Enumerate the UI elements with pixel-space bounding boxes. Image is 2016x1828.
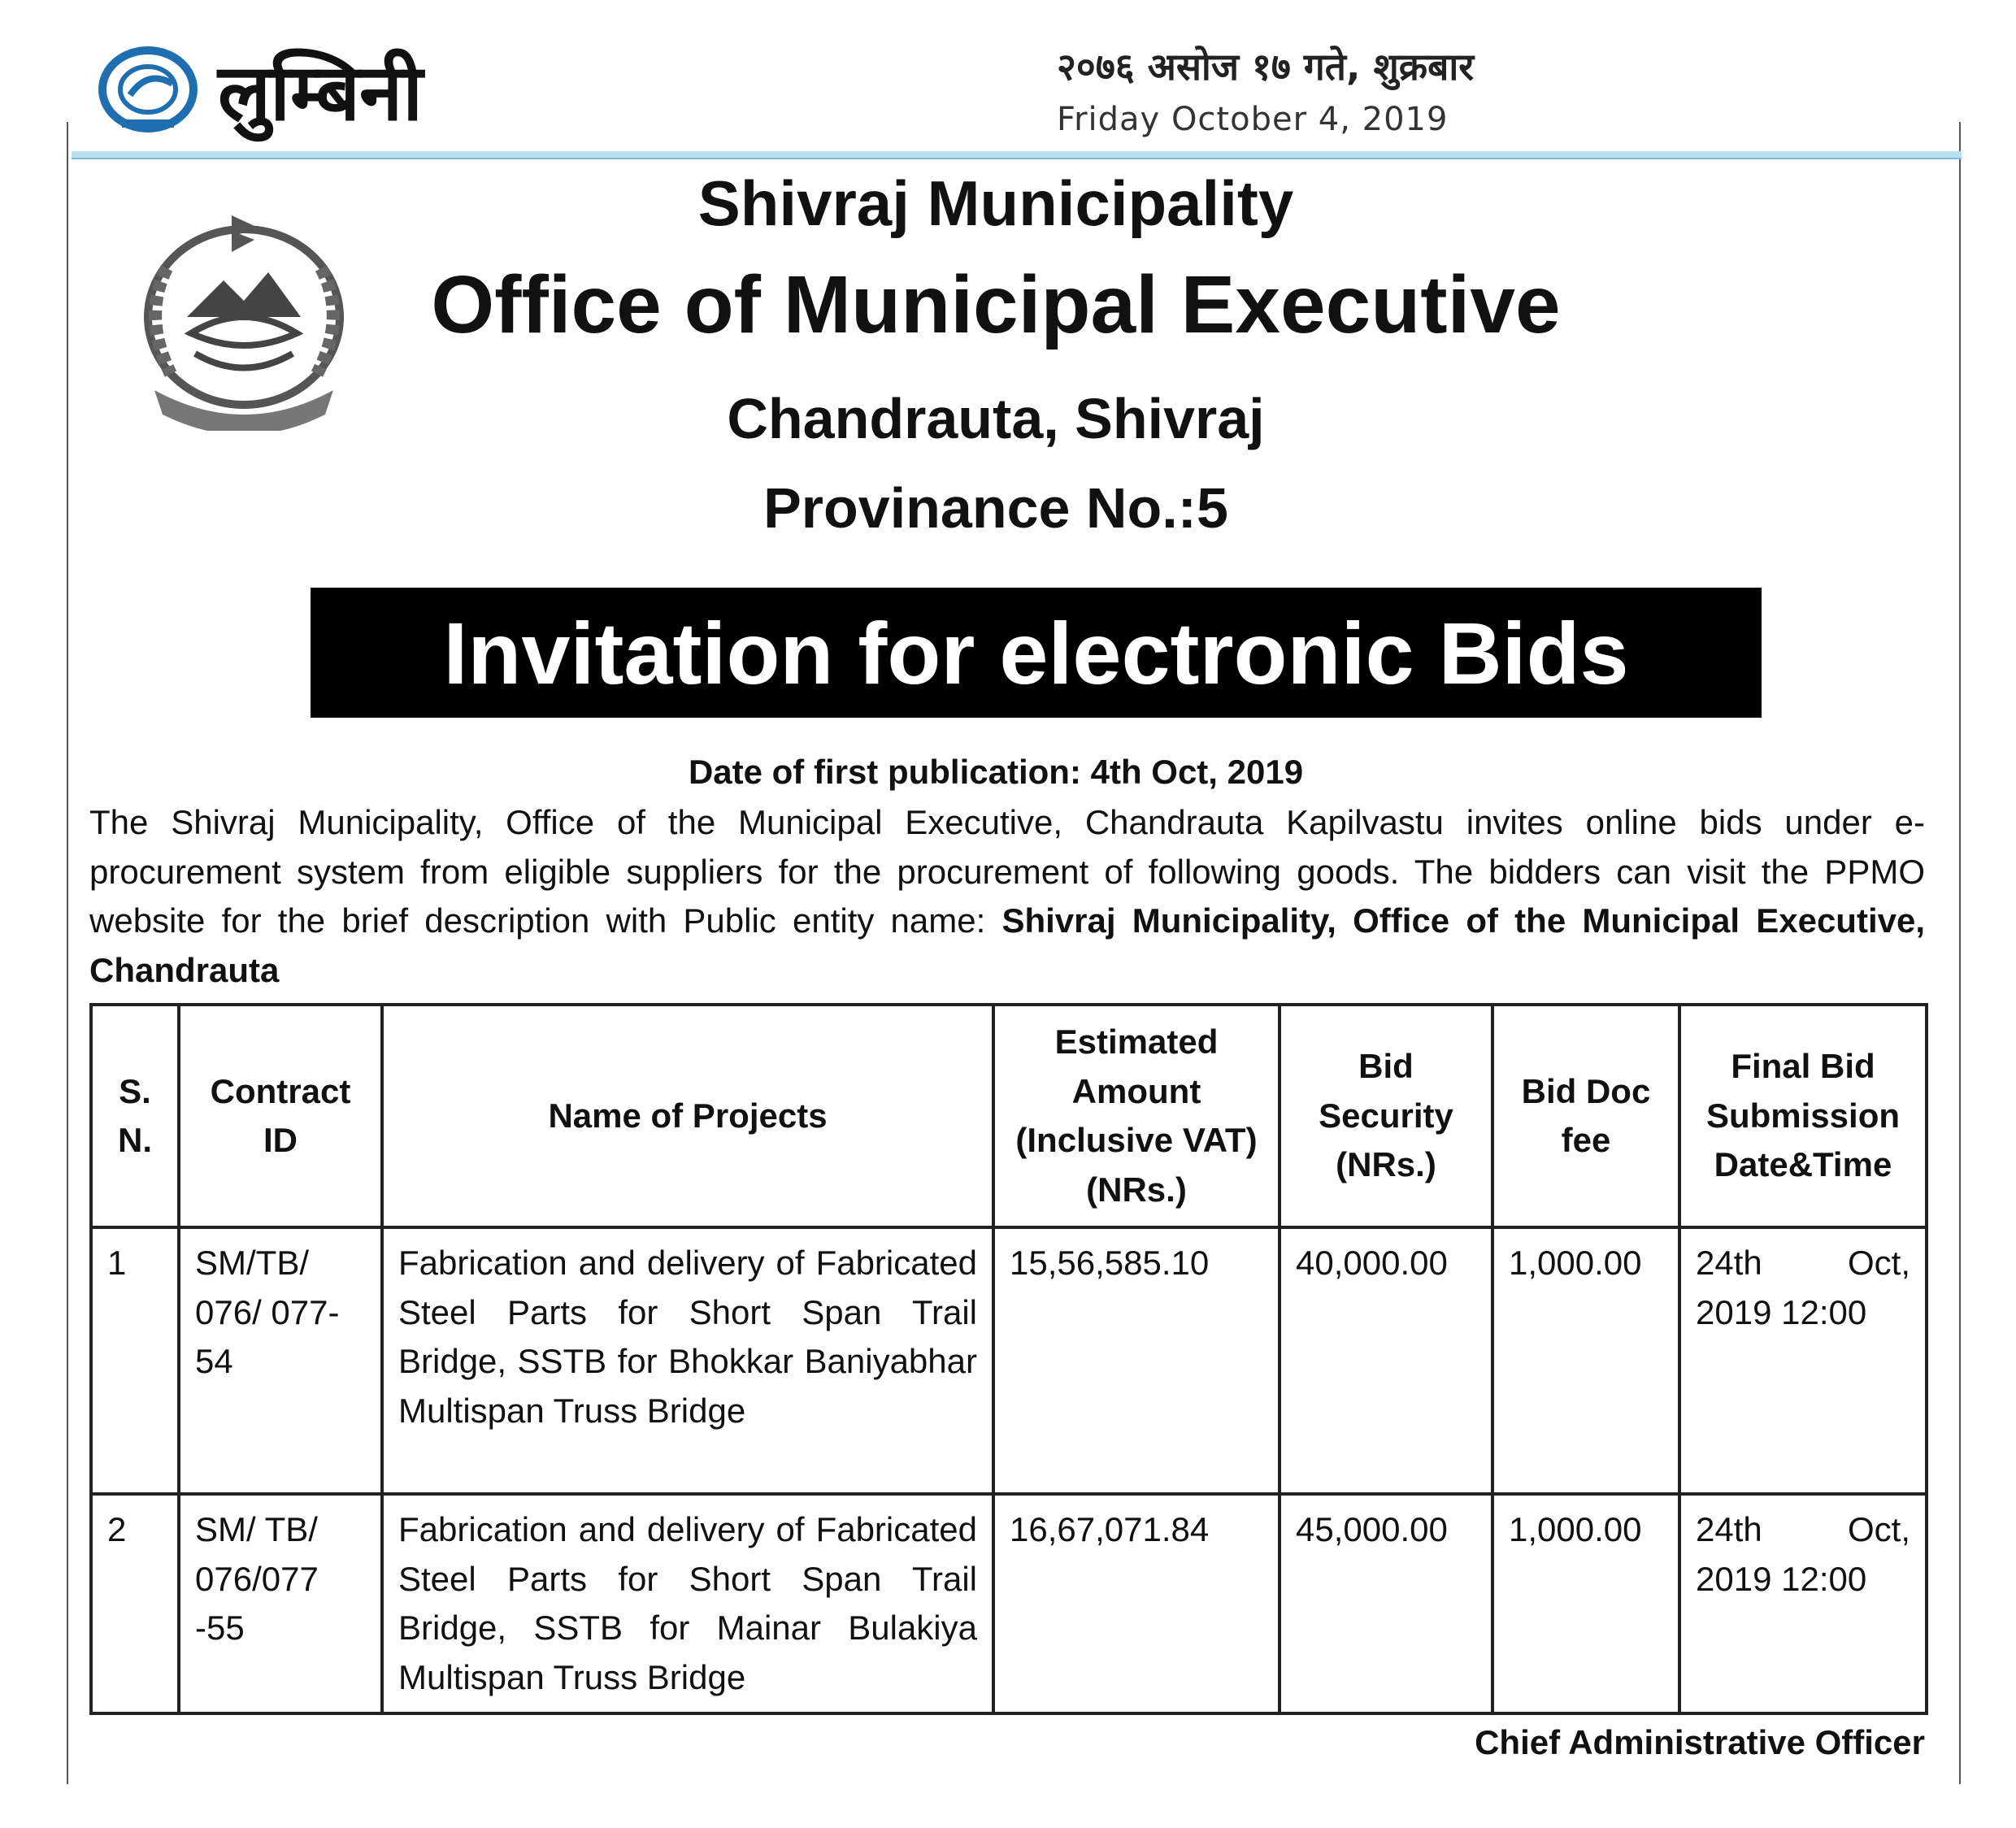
intro-paragraph [89,798,1925,995]
column-header-project-name: Name of Projects [382,1005,993,1227]
table-header-row [91,1005,1927,1227]
notice-title: Invitation for electronic Bids [443,603,1629,702]
cell-contract-id: SM/TB/ 076/ 077-54 [179,1227,382,1494]
office-address: Chandrauta, Shivraj [727,387,1265,450]
newspaper-logo [98,41,422,138]
cell-project-name: Fabrication and delivery of Fabricated Steel Parts for Short Span Trail Bridge, SSTB for Mainar Bulakiya Multispan Truss Bridge [382,1494,993,1713]
column-header-contract-id: Contract ID [179,1005,382,1227]
issue-date [1057,41,1474,138]
cell-final-submission: 24th Oct, 2019 12:00 [1679,1227,1927,1494]
masthead-divider [72,151,1962,158]
column-header-bid-doc-fee: Bid Doc fee [1492,1005,1679,1227]
public-entity-name: Shivraj Municipality, Office of the Municipal Executive, Chandrauta [89,901,1926,989]
notice-title-banner [311,588,1762,718]
cell-contract-id: SM/ TB/ 076/077 -55 [179,1494,382,1713]
cell-estimated-amount: 16,67,071.84 [993,1494,1280,1713]
column-header-bid-security: Bid Security (NRs.) [1280,1005,1492,1227]
page-frame-right [1959,122,1961,1784]
publication-date: Date of first publication: 4th Oct, 2019 [688,753,1304,791]
cell-final-submission: 24th Oct, 2019 12:00 [1679,1494,1927,1713]
cell-bid-security: 40,000.00 [1280,1227,1492,1494]
table-row [91,1227,1927,1494]
page-frame-left [67,122,68,1784]
intro-text: The Shivraj Municipality, Office of the Municipal Executive, Chandrauta Kapilvastu invites online bids under e-procurement system from eligible suppliers for the procurement of following goods. The bidders can visit the PPMO website for the brief description with Public entity name: [89,803,1925,940]
column-header-final-submission: Final Bid Submission Date&Time [1679,1005,1927,1227]
province-line: Provinance No.:5 [763,476,1228,540]
table-row [91,1494,1927,1713]
cell-bid-security: 45,000.00 [1280,1494,1492,1713]
cell-project-name: Fabrication and delivery of Fabricated Steel Parts for Short Span Trail Bridge, SSTB for Bhokkar Baniyabhar Multispan Truss Bridge [382,1227,993,1494]
cell-sn: 2 [91,1494,179,1713]
newspaper-name: लुम्बिनी [218,46,423,138]
column-header-estimated-amount: Estimated Amount (Inclusive VAT) (NRs.) [993,1005,1280,1227]
office-name: Office of Municipal Executive [431,259,1561,350]
municipality-name: Shivraj Municipality [697,167,1294,239]
cell-bid-doc-fee: 1,000.00 [1492,1494,1679,1713]
bid-table [89,1003,1928,1715]
cell-bid-doc-fee: 1,000.00 [1492,1227,1679,1494]
issue-date-nepali: २०७६ असोज १७ गते, शुक्रबार [1057,45,1475,89]
issue-date-english: Friday October 4, 2019 [1057,101,1449,138]
column-header-sn: S. N. [91,1005,179,1227]
cell-estimated-amount: 15,56,585.10 [993,1227,1280,1494]
newspaper-masthead [98,33,1967,138]
newspaper-emblem-icon [98,45,203,134]
signatory-title: Chief Administrative Officer [1475,1723,1925,1761]
cell-sn: 1 [91,1227,179,1494]
